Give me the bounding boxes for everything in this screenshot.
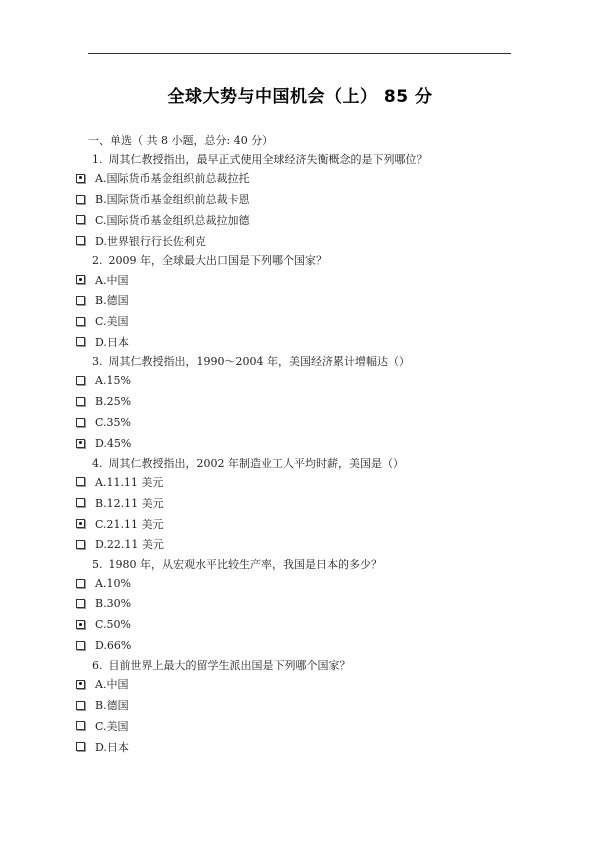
option-c[interactable]: C.50% bbox=[76, 614, 516, 635]
option-b[interactable]: B.12.11 美元 bbox=[76, 492, 516, 513]
radio-icon[interactable] bbox=[76, 337, 85, 346]
option-b[interactable]: B.30% bbox=[76, 594, 516, 615]
option-a[interactable]: A.11.11 美元 bbox=[76, 472, 516, 493]
radio-icon[interactable] bbox=[76, 477, 85, 486]
question-stem: 6. 目前世界上最大的留学生派出国是下列哪个国家？ bbox=[92, 658, 351, 672]
option-b[interactable]: B.德国 bbox=[76, 695, 516, 716]
option-c[interactable]: C.35% bbox=[76, 412, 516, 433]
question-block bbox=[76, 353, 516, 453]
question-list bbox=[76, 150, 516, 757]
option-b[interactable]: B.25% bbox=[76, 391, 516, 412]
question-block bbox=[76, 151, 516, 251]
radio-icon[interactable] bbox=[76, 296, 85, 305]
option-c[interactable]: C.美国 bbox=[76, 311, 516, 332]
option-b[interactable]: B.国际货币基金组织前总裁卡恩 bbox=[76, 189, 516, 210]
radio-icon[interactable] bbox=[76, 641, 85, 650]
radio-icon[interactable] bbox=[76, 599, 85, 608]
option-d[interactable]: D.66% bbox=[76, 635, 516, 656]
question-stem: 2. 2009 年，全球最大出口国是下列哪个国家？ bbox=[92, 254, 327, 268]
question-stem: 4. 周其仁教授指出，2002 年制造业工人平均时薪，美国是（） bbox=[92, 456, 404, 470]
option-a[interactable]: A.国际货币基金组织前总裁拉托 bbox=[76, 168, 516, 189]
option-a[interactable]: A.10% bbox=[76, 573, 516, 594]
radio-icon[interactable] bbox=[76, 439, 85, 448]
radio-icon[interactable] bbox=[76, 579, 85, 588]
radio-icon[interactable] bbox=[76, 498, 85, 507]
option-c[interactable]: C.美国 bbox=[76, 716, 516, 737]
radio-icon[interactable] bbox=[76, 317, 85, 326]
radio-icon[interactable] bbox=[76, 397, 85, 406]
question-stem: 5. 1980 年，从宏观水平比较生产率，我国是日本的多少？ bbox=[92, 557, 382, 571]
radio-icon[interactable] bbox=[76, 540, 85, 549]
radio-icon[interactable] bbox=[76, 418, 85, 427]
option-d[interactable]: D.世界银行行长佐利克 bbox=[76, 230, 516, 251]
option-d[interactable]: D.22.11 美元 bbox=[76, 534, 516, 555]
question-block bbox=[76, 657, 516, 757]
radio-icon[interactable] bbox=[76, 275, 85, 284]
radio-icon[interactable] bbox=[76, 376, 85, 385]
radio-icon[interactable] bbox=[76, 215, 85, 224]
radio-icon[interactable] bbox=[76, 195, 85, 204]
question-block bbox=[76, 252, 516, 352]
question-block bbox=[76, 556, 516, 656]
question-stem: 1. 周其仁教授指出，最早正式使用全球经济失衡概念的是下列哪位？ bbox=[92, 153, 428, 166]
section-heading: 一、单选（ 共 8 小题，总分: 40 分） bbox=[88, 134, 274, 147]
option-a[interactable]: A.中国 bbox=[76, 269, 516, 290]
option-c[interactable]: C.国际货币基金组织总裁拉加德 bbox=[76, 210, 516, 231]
option-d[interactable]: D.45% bbox=[76, 433, 516, 454]
question-stem: 3. 周其仁教授指出，1990～2004 年，美国经济累计增幅达（） bbox=[92, 355, 410, 369]
radio-icon[interactable] bbox=[76, 701, 85, 710]
radio-icon[interactable] bbox=[76, 721, 85, 730]
option-d[interactable]: D.日本 bbox=[76, 736, 516, 757]
top-rule bbox=[88, 53, 511, 54]
page-title: 全球大势与中国机会（上） 85 分 bbox=[167, 87, 433, 107]
radio-icon[interactable] bbox=[76, 519, 85, 528]
option-d[interactable]: D.日本 bbox=[76, 332, 516, 353]
question-block bbox=[76, 455, 516, 555]
radio-icon[interactable] bbox=[76, 174, 85, 183]
option-a[interactable]: A.中国 bbox=[76, 674, 516, 695]
radio-icon[interactable] bbox=[76, 620, 85, 629]
radio-icon[interactable] bbox=[76, 680, 85, 689]
option-a[interactable]: A.15% bbox=[76, 370, 516, 391]
radio-icon[interactable] bbox=[76, 742, 85, 751]
radio-icon[interactable] bbox=[76, 236, 85, 245]
option-b[interactable]: B.德国 bbox=[76, 290, 516, 311]
option-c[interactable]: C.21.11 美元 bbox=[76, 513, 516, 534]
